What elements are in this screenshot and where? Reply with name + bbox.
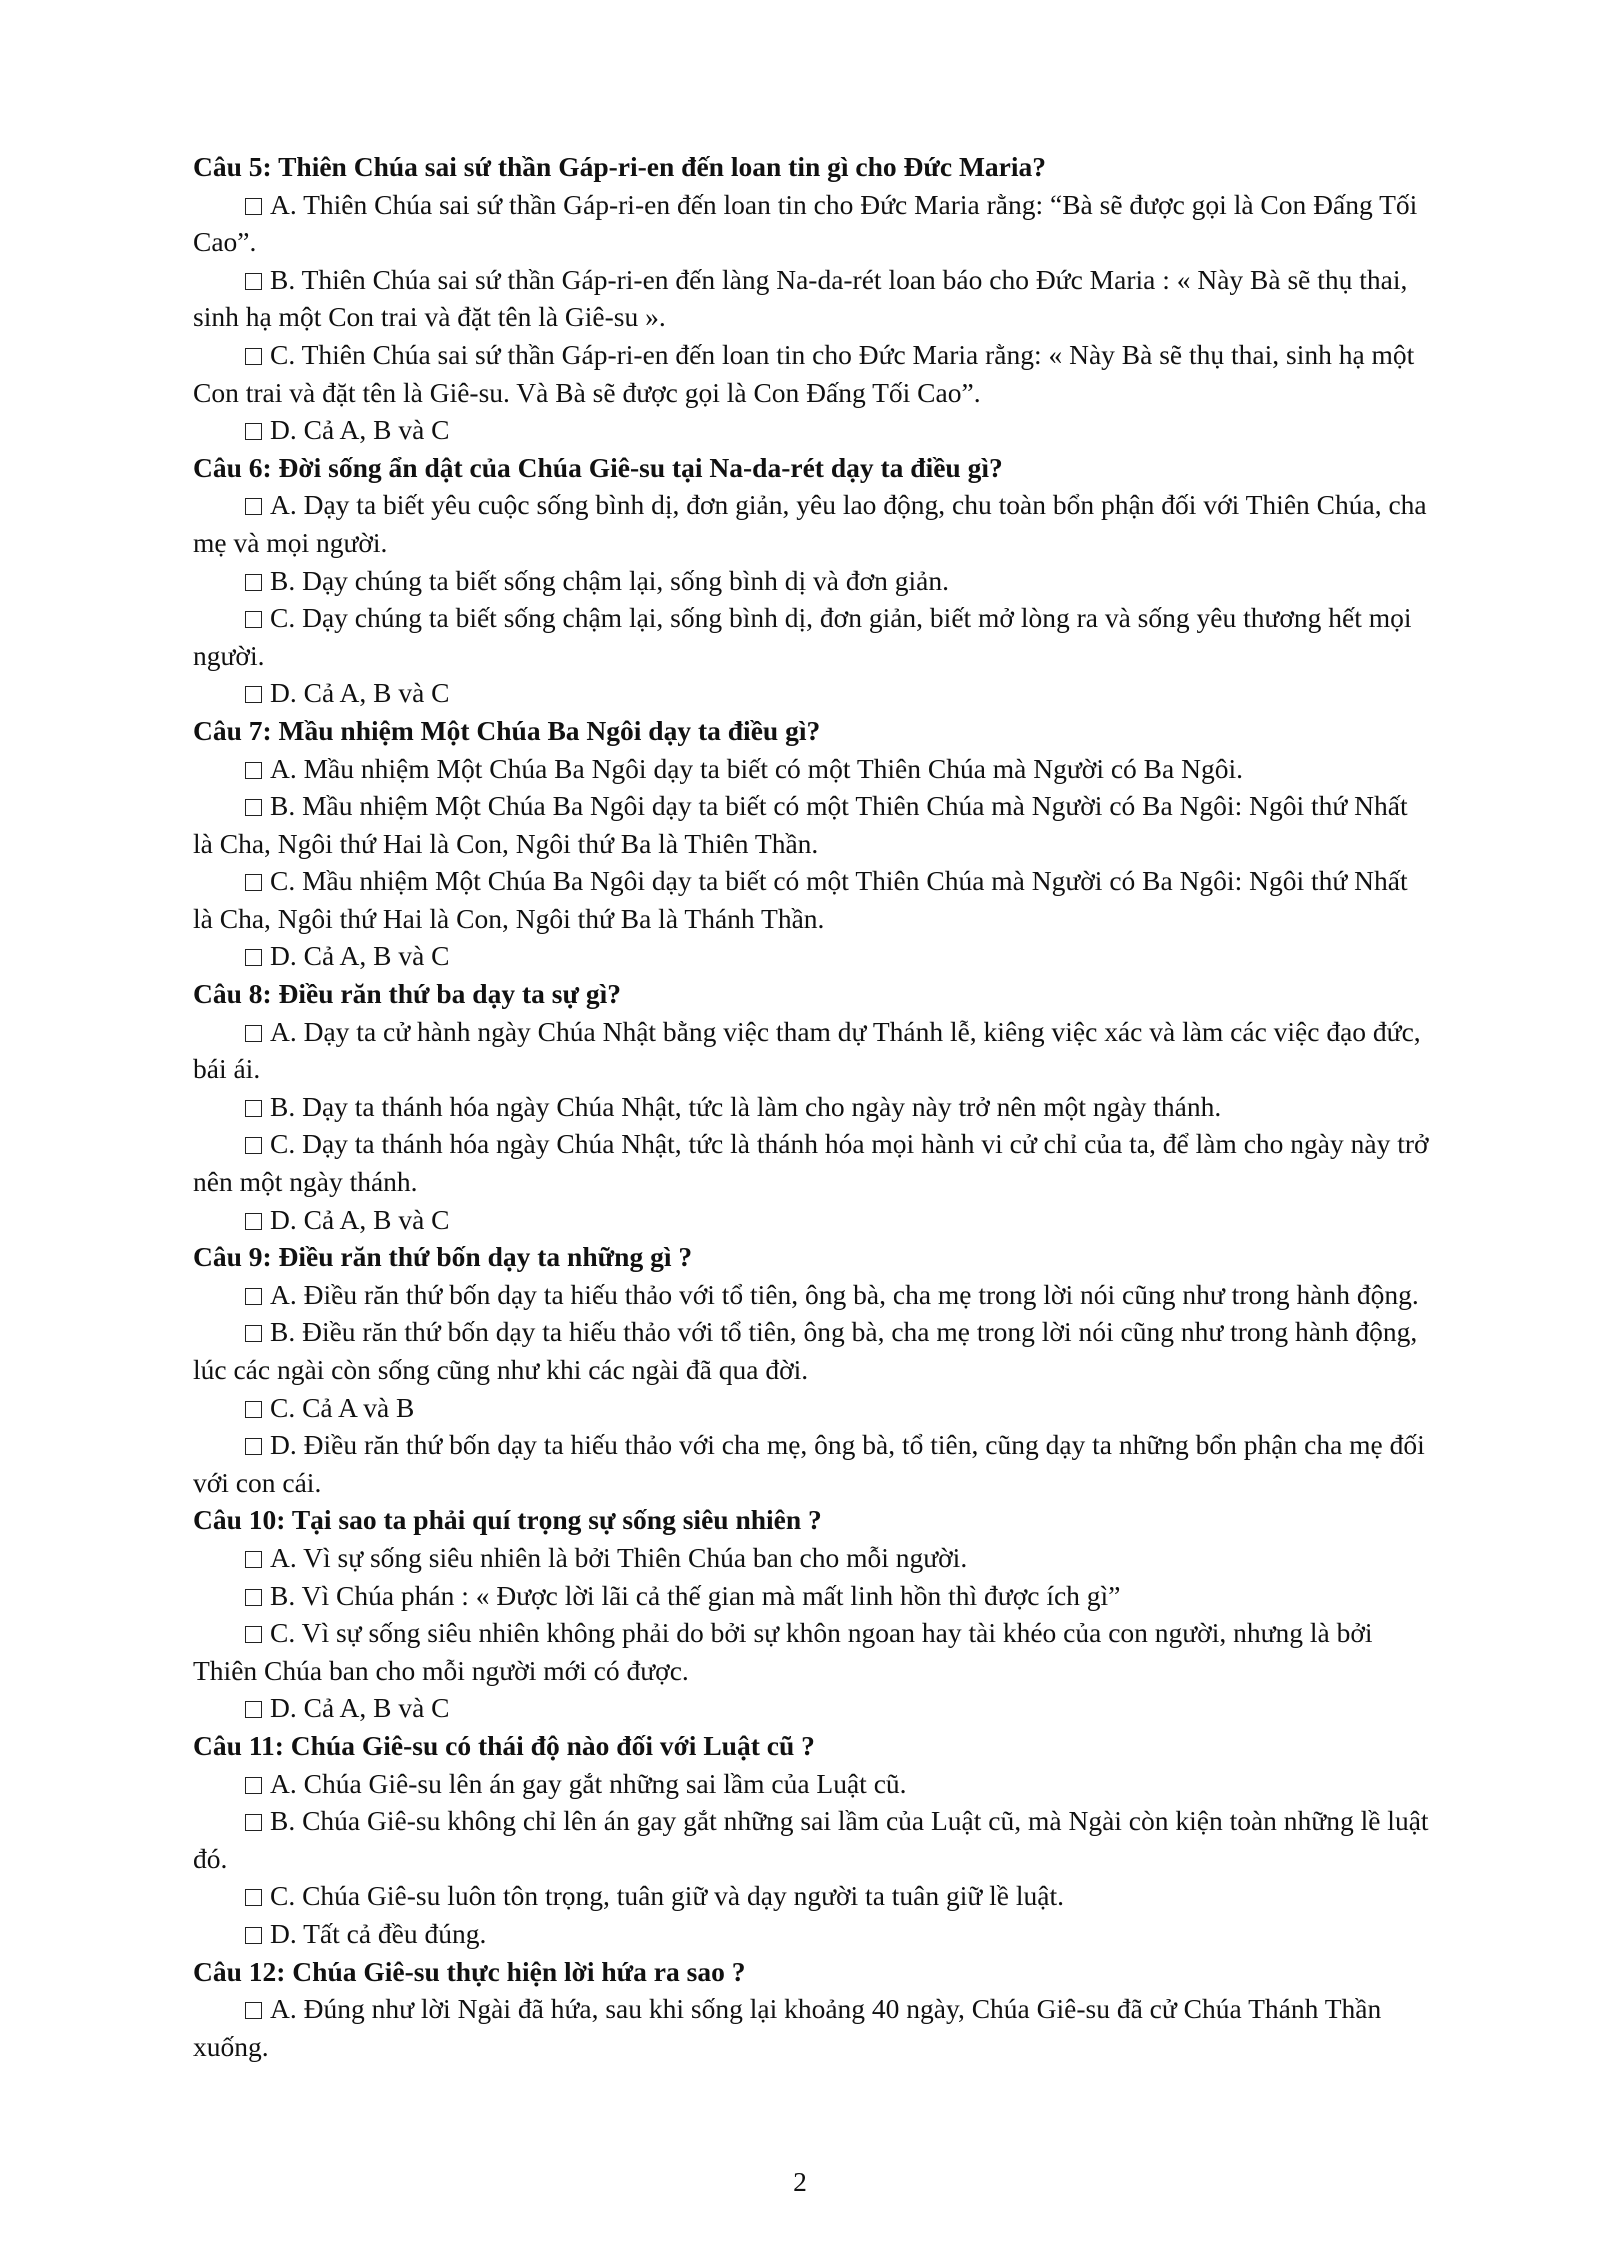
checkbox-icon[interactable] [245, 1401, 262, 1418]
answer-option-text: C. Mầu nhiệm Một Chúa Ba Ngôi dạy ta biết có một Thiên Chúa mà Người có Ba Ngôi: Ngôi thứ Nhất là Cha, Ngôi thứ Hai là Con, Ngôi thứ Ba là Thánh Thần. [193, 865, 1408, 934]
answer-option-text: D. Điều răn thứ bốn dạy ta hiếu thảo với cha mẹ, ông bà, tổ tiên, cũng dạy ta những bổn phận cha mẹ đối với con cái. [193, 1429, 1425, 1498]
question-block [193, 449, 1433, 712]
answer-option [193, 1915, 1433, 1953]
answer-option-text: A. Điều răn thứ bốn dạy ta hiếu thảo với tổ tiên, ông bà, cha mẹ trong lời nói cũng như trong hành động. [270, 1278, 1419, 1310]
checkbox-icon[interactable] [245, 1288, 262, 1305]
question-title: Câu 6: Đời sống ẩn dật của Chúa Giê-su tại Na-da-rét dạy ta điều gì? [193, 451, 1003, 483]
answer-option-text: D. Tất cả đều đúng. [270, 1917, 487, 1949]
checkbox-icon[interactable] [245, 1213, 262, 1230]
answer-option-text: B. Vì Chúa phán : « Được lời lãi cả thế gian mà mất linh hồn thì được ích gì” [270, 1579, 1121, 1611]
answer-option-text: C. Cả A và B [270, 1391, 415, 1423]
answer-option [193, 1389, 1433, 1427]
question-title: Câu 7: Mầu nhiệm Một Chúa Ba Ngôi dạy ta điều gì? [193, 714, 821, 746]
answer-option [193, 411, 1433, 449]
checkbox-icon[interactable] [245, 2002, 262, 2019]
answer-option [193, 787, 1433, 862]
answer-option [193, 937, 1433, 975]
answer-option-text: C. Dạy chúng ta biết sống chậm lại, sống bình dị, đơn giản, biết mở lòng ra và sống yêu thương hết mọi người. [193, 602, 1412, 671]
answer-option [193, 1088, 1433, 1126]
question-block [193, 712, 1433, 975]
question-title: Câu 8: Điều răn thứ ba dạy ta sự gì? [193, 978, 621, 1010]
checkbox-icon[interactable] [245, 273, 262, 290]
answer-option [193, 1426, 1433, 1501]
answer-option-text: A. Dạy ta cử hành ngày Chúa Nhật bằng việc tham dự Thánh lễ, kiêng việc xác và làm các việc đạo đức, bái ái. [193, 1015, 1421, 1085]
answer-option-text: B. Chúa Giê-su không chỉ lên án gay gắt những sai lầm của Luật cũ, mà Ngài còn kiện toàn những lề luật đó. [193, 1805, 1429, 1874]
answer-option [193, 750, 1433, 788]
checkbox-icon[interactable] [245, 1814, 262, 1831]
answer-option-text: A. Thiên Chúa sai sứ thần Gáp-ri-en đến loan tin cho Đức Maria rằng: “Bà sẽ được gọi là Con Đấng Tối Cao”. [193, 188, 1418, 258]
answer-option [193, 1276, 1433, 1314]
answer-option [193, 336, 1433, 411]
answer-option [193, 562, 1433, 600]
answer-option-text: D. Cả A, B và C [270, 414, 450, 446]
answer-option-text: A. Chúa Giê-su lên án gay gắt những sai lầm của Luật cũ. [270, 1767, 907, 1799]
checkbox-icon[interactable] [245, 686, 262, 703]
checkbox-icon[interactable] [245, 1589, 262, 1606]
answer-option [193, 186, 1433, 261]
answer-option [193, 1577, 1433, 1615]
checkbox-icon[interactable] [245, 1626, 262, 1643]
checkbox-icon[interactable] [245, 498, 262, 515]
answer-option-text: C. Thiên Chúa sai sứ thần Gáp-ri-en đến loan tin cho Đức Maria rằng: « Này Bà sẽ thụ thai, sinh hạ một Con trai và đặt tên là Giê-su. Và Bà sẽ được gọi là Con Đấng Tối Cao”. [193, 338, 1415, 408]
answer-option [193, 1990, 1433, 2065]
checkbox-icon[interactable] [245, 348, 262, 365]
answer-option-text: D. Cả A, B và C [270, 1203, 450, 1235]
question-block [193, 1727, 1433, 1953]
question-title: Câu 11: Chúa Giê-su có thái độ nào đối với Luật cũ ? [193, 1729, 815, 1761]
question-block [193, 1238, 1433, 1501]
checkbox-icon[interactable] [245, 949, 262, 966]
answer-option [193, 1313, 1433, 1388]
answer-option-text: D. Cả A, B và C [270, 940, 450, 972]
answer-option [193, 1689, 1433, 1727]
question-list [193, 148, 1433, 2065]
answer-option-text: C. Vì sự sống siêu nhiên không phải do bởi sự khôn ngoan hay tài khéo của con người, nhưng là bởi Thiên Chúa ban cho mỗi người mới có được. [193, 1617, 1373, 1686]
answer-option-text: A. Đúng như lời Ngài đã hứa, sau khi sống lại khoảng 40 ngày, Chúa Giê-su đã cử Chúa Thánh Thần xuống. [193, 1993, 1382, 2062]
checkbox-icon[interactable] [245, 1777, 262, 1794]
answer-option [193, 1765, 1433, 1803]
answer-option [193, 1539, 1433, 1577]
checkbox-icon[interactable] [245, 611, 262, 628]
answer-option [193, 1125, 1433, 1200]
checkbox-icon[interactable] [245, 1551, 262, 1568]
answer-option-text: B. Dạy ta thánh hóa ngày Chúa Nhật, tức là làm cho ngày này trở nên một ngày thánh. [270, 1090, 1222, 1122]
checkbox-icon[interactable] [245, 762, 262, 779]
checkbox-icon[interactable] [245, 198, 262, 215]
question-title: Câu 5: Thiên Chúa sai sứ thần Gáp-ri-en đến loan tin gì cho Đức Maria? [193, 151, 1047, 182]
answer-option [193, 261, 1433, 336]
checkbox-icon[interactable] [245, 1100, 262, 1117]
answer-option [193, 599, 1433, 674]
checkbox-icon[interactable] [245, 1701, 262, 1718]
checkbox-icon[interactable] [245, 1927, 262, 1944]
answer-option [193, 1877, 1433, 1915]
answer-option-text: C. Dạy ta thánh hóa ngày Chúa Nhật, tức là thánh hóa mọi hành vi cử chỉ của ta, để làm cho ngày này trở nên một ngày thánh. [193, 1128, 1429, 1198]
checkbox-icon[interactable] [245, 574, 262, 591]
question-title: Câu 9: Điều răn thứ bốn dạy ta những gì ? [193, 1241, 693, 1273]
answer-option-text: B. Điều răn thứ bốn dạy ta hiếu thảo với tổ tiên, ông bà, cha mẹ trong lời nói cũng như trong hành động, lúc các ngài còn sống cũng như khi các ngài đã qua đời. [193, 1316, 1418, 1385]
answer-option-text: A. Dạy ta biết yêu cuộc sống bình dị, đơn giản, yêu lao động, chu toàn bổn phận đối với Thiên Chúa, cha mẹ và mọi người. [193, 489, 1427, 558]
answer-option-text: B. Dạy chúng ta biết sống chậm lại, sống bình dị và đơn giản. [270, 564, 950, 596]
checkbox-icon[interactable] [245, 799, 262, 816]
question-block [193, 148, 1433, 449]
page-number: 2 [793, 2166, 807, 2197]
answer-option-text: A. Mầu nhiệm Một Chúa Ba Ngôi dạy ta biết có một Thiên Chúa mà Người có Ba Ngôi. [270, 752, 1243, 784]
answer-option-text: B. Thiên Chúa sai sứ thần Gáp-ri-en đến làng Na-da-rét loan báo cho Đức Maria : « Này Bà sẽ thụ thai, sinh hạ một Con trai và đặt tên là Giê-su ». [193, 263, 1408, 333]
question-title: Câu 12: Chúa Giê-su thực hiện lời hứa ra sao ? [193, 1955, 746, 1987]
answer-option-text: D. Cả A, B và C [270, 1692, 450, 1724]
answer-option-text: A. Vì sự sống siêu nhiên là bởi Thiên Chúa ban cho mỗi người. [270, 1541, 968, 1573]
checkbox-icon[interactable] [245, 1137, 262, 1154]
answer-option [193, 1201, 1433, 1239]
checkbox-icon[interactable] [245, 423, 262, 440]
answer-option-text: C. Chúa Giê-su luôn tôn trọng, tuân giữ và dạy người ta tuân giữ lề luật. [270, 1880, 1064, 1912]
checkbox-icon[interactable] [245, 1025, 262, 1042]
checkbox-icon[interactable] [245, 1325, 262, 1342]
answer-option [193, 674, 1433, 712]
checkbox-icon[interactable] [245, 874, 262, 891]
question-title: Câu 10: Tại sao ta phải quí trọng sự sống siêu nhiên ? [193, 1504, 822, 1536]
checkbox-icon[interactable] [245, 1438, 262, 1455]
checkbox-icon[interactable] [245, 1889, 262, 1906]
answer-option [193, 1802, 1433, 1877]
answer-option-text: B. Mầu nhiệm Một Chúa Ba Ngôi dạy ta biết có một Thiên Chúa mà Người có Ba Ngôi: Ngôi thứ Nhất là Cha, Ngôi thứ Hai là Con, Ngôi thứ Ba là Thiên Thần. [193, 790, 1408, 859]
answer-option [193, 862, 1433, 937]
answer-option [193, 1614, 1433, 1689]
question-block [193, 975, 1433, 1238]
answer-option [193, 486, 1433, 561]
question-block [193, 1501, 1433, 1727]
answer-option [193, 1013, 1433, 1088]
answer-option-text: D. Cả A, B và C [270, 677, 450, 709]
question-block [193, 1953, 1433, 2066]
